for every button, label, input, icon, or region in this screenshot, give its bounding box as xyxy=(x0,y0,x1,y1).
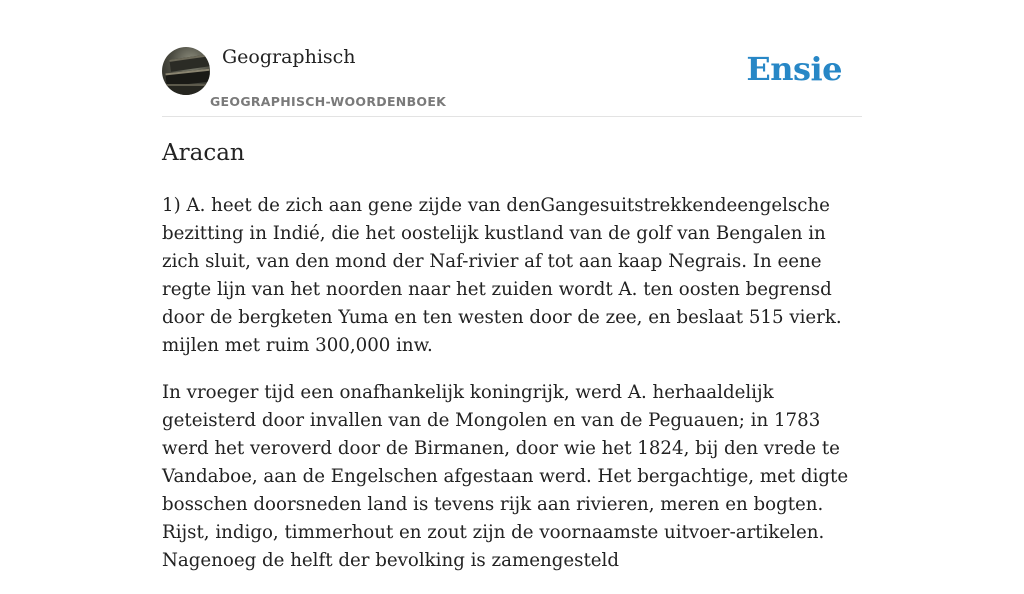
channel-avatar[interactable] xyxy=(162,47,210,95)
article-title: Aracan xyxy=(162,140,245,166)
page-container xyxy=(162,0,862,571)
channel-subtitle[interactable]: GEOGRAPHISCH-WOORDENBOEK xyxy=(210,94,447,109)
channel-title[interactable]: Geographisch xyxy=(222,46,356,68)
article-body xyxy=(162,192,862,594)
avatar-book xyxy=(164,84,210,95)
brand-logo[interactable]: Ensie xyxy=(746,50,842,88)
article-paragraph: In vroeger tijd een onafhankelijk koningrijk, werd A. herhaaldelijk geteisterd door invallen van de Mongolen en van de Peguauen; in 1783 werd het veroverd door de Birmanen, door wie het 1824, bij den vrede te Vandaboe, aan de Engelschen afgestaan werd. Het bergachtige, met digte bosschen doorsneden land is tevens rijk aan rivieren, meren en bogten. Rijst, indigo, timmerhout en zout zijn de voornaamste uitvoer-artikelen. Nagenoeg de helft der bevolking is zamengesteld xyxy=(162,382,849,571)
article-paragraph: 1) A. heet de zich aan gene zijde van denGangesuitstrekkendeengelsche bezitting in Indié, die het oostelijk kustland van de golf van Bengalen in zich sluit, van den mond der Naf-rivier af tot aan kaap Negrais. In eene regte lijn van het noorden naar het zuiden wordt A. ten oosten begrensd door de bergketen Yuma en ten westen door de zee, en beslaat 515 vierk. mijlen met ruim 300,000 inw. xyxy=(162,195,842,356)
header xyxy=(162,0,862,117)
